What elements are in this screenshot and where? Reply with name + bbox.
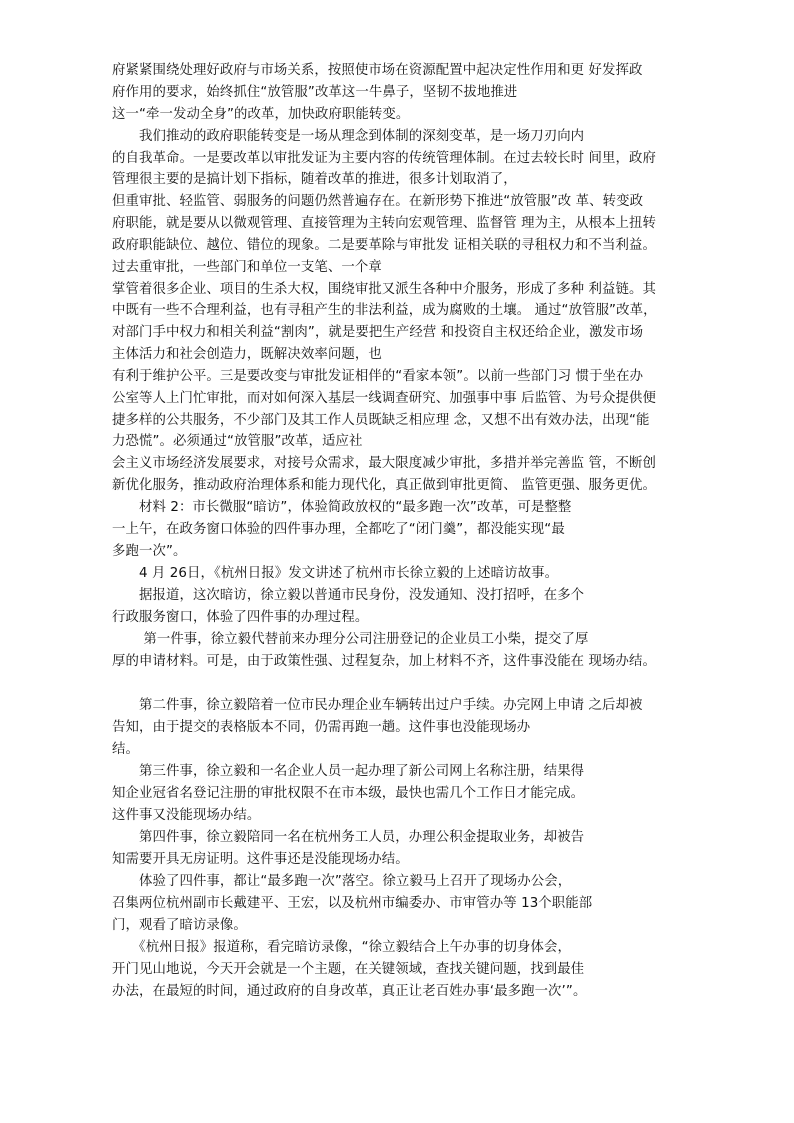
text-line: 捷多样的公共服务，不少部门及其工作人员既缺乏相应理 念，又想不出有效办法，出现“能 bbox=[112, 413, 650, 428]
text-line: 《杭州日报》报道称，看完暗访录像，“徐立毅结合上午办事的切身体会， bbox=[112, 940, 572, 955]
text-line: 第一件事，徐立毅代替前来办理分公司注册登记的企业员工小柴，提交了厚 bbox=[112, 632, 589, 647]
text-line: 政府职能缺位、越位、错位的现象。二是要革除与审批发 证相关联的寻租权力和不当利益。 bbox=[112, 238, 656, 253]
text-line: 结。 bbox=[112, 742, 139, 757]
text-line: 知企业冠省名登记注册的审批权限不在市本级，最快也需几个工作日才能完成。 bbox=[112, 786, 585, 801]
text-line: 知需要开具无房证明。这件事还是没能现场办结。 bbox=[112, 852, 409, 867]
text-line: 但重审批、轻监管、弱服务的问题仍然普遍存在。在新形势下推进“放管服”改 革、转变政 bbox=[112, 194, 644, 209]
text-line: 对部门手中权力和相关利益“割肉”，就是要把生产经营 和投资自主权还给企业，激发市场 bbox=[112, 325, 644, 340]
text-line: 过去重审批，一些部门和单位一支笔、一个章 bbox=[112, 260, 382, 275]
text-line: 府作用的要求，始终抓住“放管服”改革这一牛鼻子，坚韧不拔地推进 bbox=[112, 85, 518, 100]
text-line: 一上午，在政务窗口体验的四件事办理，全都吃了“闭门羹”，都没能实现“最 bbox=[112, 522, 565, 537]
text-line: 这件事又没能现场办结。 bbox=[112, 808, 261, 823]
text-line: 会主义市场经济发展要求，对接号众需求，最大限度减少审批，多措并举完善监 管，不断创 bbox=[112, 456, 656, 471]
text-line: 主体活力和社会创造力，既解决效率问题，也 bbox=[112, 347, 382, 362]
text-line: 体验了四件事，都让“最多跑一次”落空。徐立毅马上召开了现场办公会， bbox=[112, 874, 572, 889]
text-line: 门，观看了暗访录像。 bbox=[112, 918, 247, 933]
text-line: 材料 2：市长微服“暗访”，体验简政放权的“最多跑一次”改革，可是整整 bbox=[112, 500, 572, 515]
text-line: 新优化服务，推动政府治理体系和能力现代化，真正做到审批更简、 监管更强、服务更优。 bbox=[112, 478, 656, 493]
text-line: 府紧紧围绕处理好政府与市场关系，按照使市场在资源配置中起决定性作用和更 好发挥政 bbox=[112, 63, 643, 78]
text-line: 府职能，就是要从以微观管理、直接管理为主转向宏观管理、监督管 理为主，从根本上扭转 bbox=[112, 216, 656, 231]
text-line: 据报道，这次暗访，徐立毅以普通市民身份，没发通知、没打招呼，在多个 bbox=[112, 588, 585, 603]
text-line: 的自我革命。一是要改革以审批发证为主要内容的传统管理体制。在过去较长时 间里，政府 bbox=[112, 151, 656, 166]
text-line: 公室等人上门忙审批，而对如何深入基层一线调查研究、加强事中事 后监管、为号众提供便 bbox=[112, 391, 656, 406]
text-line: 第三件事，徐立毅和一名企业人员一起办理了新公司网上名称注册，结果得 bbox=[112, 764, 585, 779]
text-line: 掌管着很多企业、项目的生杀大权，围绕审批又派生各种中介服务，形成了多种 利益链。其 bbox=[112, 282, 656, 297]
text-line: 多跑一次”。 bbox=[112, 544, 187, 559]
text-line: 办法，在最短的时间，通过政府的自身改革，真正让老百姓办事‘最多跑一次’”。 bbox=[112, 984, 587, 999]
text-line: 第二件事，徐立毅陪着一位市民办理企业车辆转出过户手续。办完网上申请 之后却被 bbox=[112, 698, 643, 713]
text-line: 这一“牵一发动全身”的改革，加快政府职能转变。 bbox=[112, 107, 410, 122]
text-line: 告知，由于提交的表格版本不同，仍需再跑一趟。这件事也没能现场办 bbox=[112, 720, 531, 735]
text-line: 开门见山地说，今天开会就是一个主题，在关键领域，查找关键问题，找到最佳 bbox=[112, 962, 585, 977]
text-line: 4 月 26日，《杭州日报》发文讲述了杭州市长徐立毅的上述暗访故事。 bbox=[112, 566, 559, 581]
text-line: 中既有一些不合理利益，也有寻租产生的非法利益，成为腐败的土壤。 通过“放管服”改革， bbox=[112, 303, 657, 318]
text-line: 有利于维护公平。三是要改变与审批发证相伴的“看家本领”。以前一些部门习 惯于坐在办 bbox=[112, 369, 644, 384]
text-line: 厚的申请材料。可是，由于政策性强、过程复杂，加上材料不齐，这件事没能在 现场办结。 bbox=[112, 654, 656, 669]
text-line: 我们推动的政府职能转变是一场从理念到体制的深刻变革，是一场刀刃向内 bbox=[112, 129, 585, 144]
text-line: 第四件事，徐立毅陪同一名在杭州务工人员，办理公积金提取业务，却被告 bbox=[112, 830, 585, 845]
text-line: 管理很主要的是搞计划下指标，随着改革的推进，很多计划取消了， bbox=[112, 172, 517, 187]
text-line: 力恐慌”。必须通过“放管服”改革，适应社 bbox=[112, 434, 363, 449]
text-line: 行政服务窗口，体验了四件事的办理过程。 bbox=[112, 610, 369, 625]
text-line: 召集两位杭州副市长戴建平、王宏，以及杭州市编委办、市审管办等 13个职能部 bbox=[112, 896, 593, 911]
